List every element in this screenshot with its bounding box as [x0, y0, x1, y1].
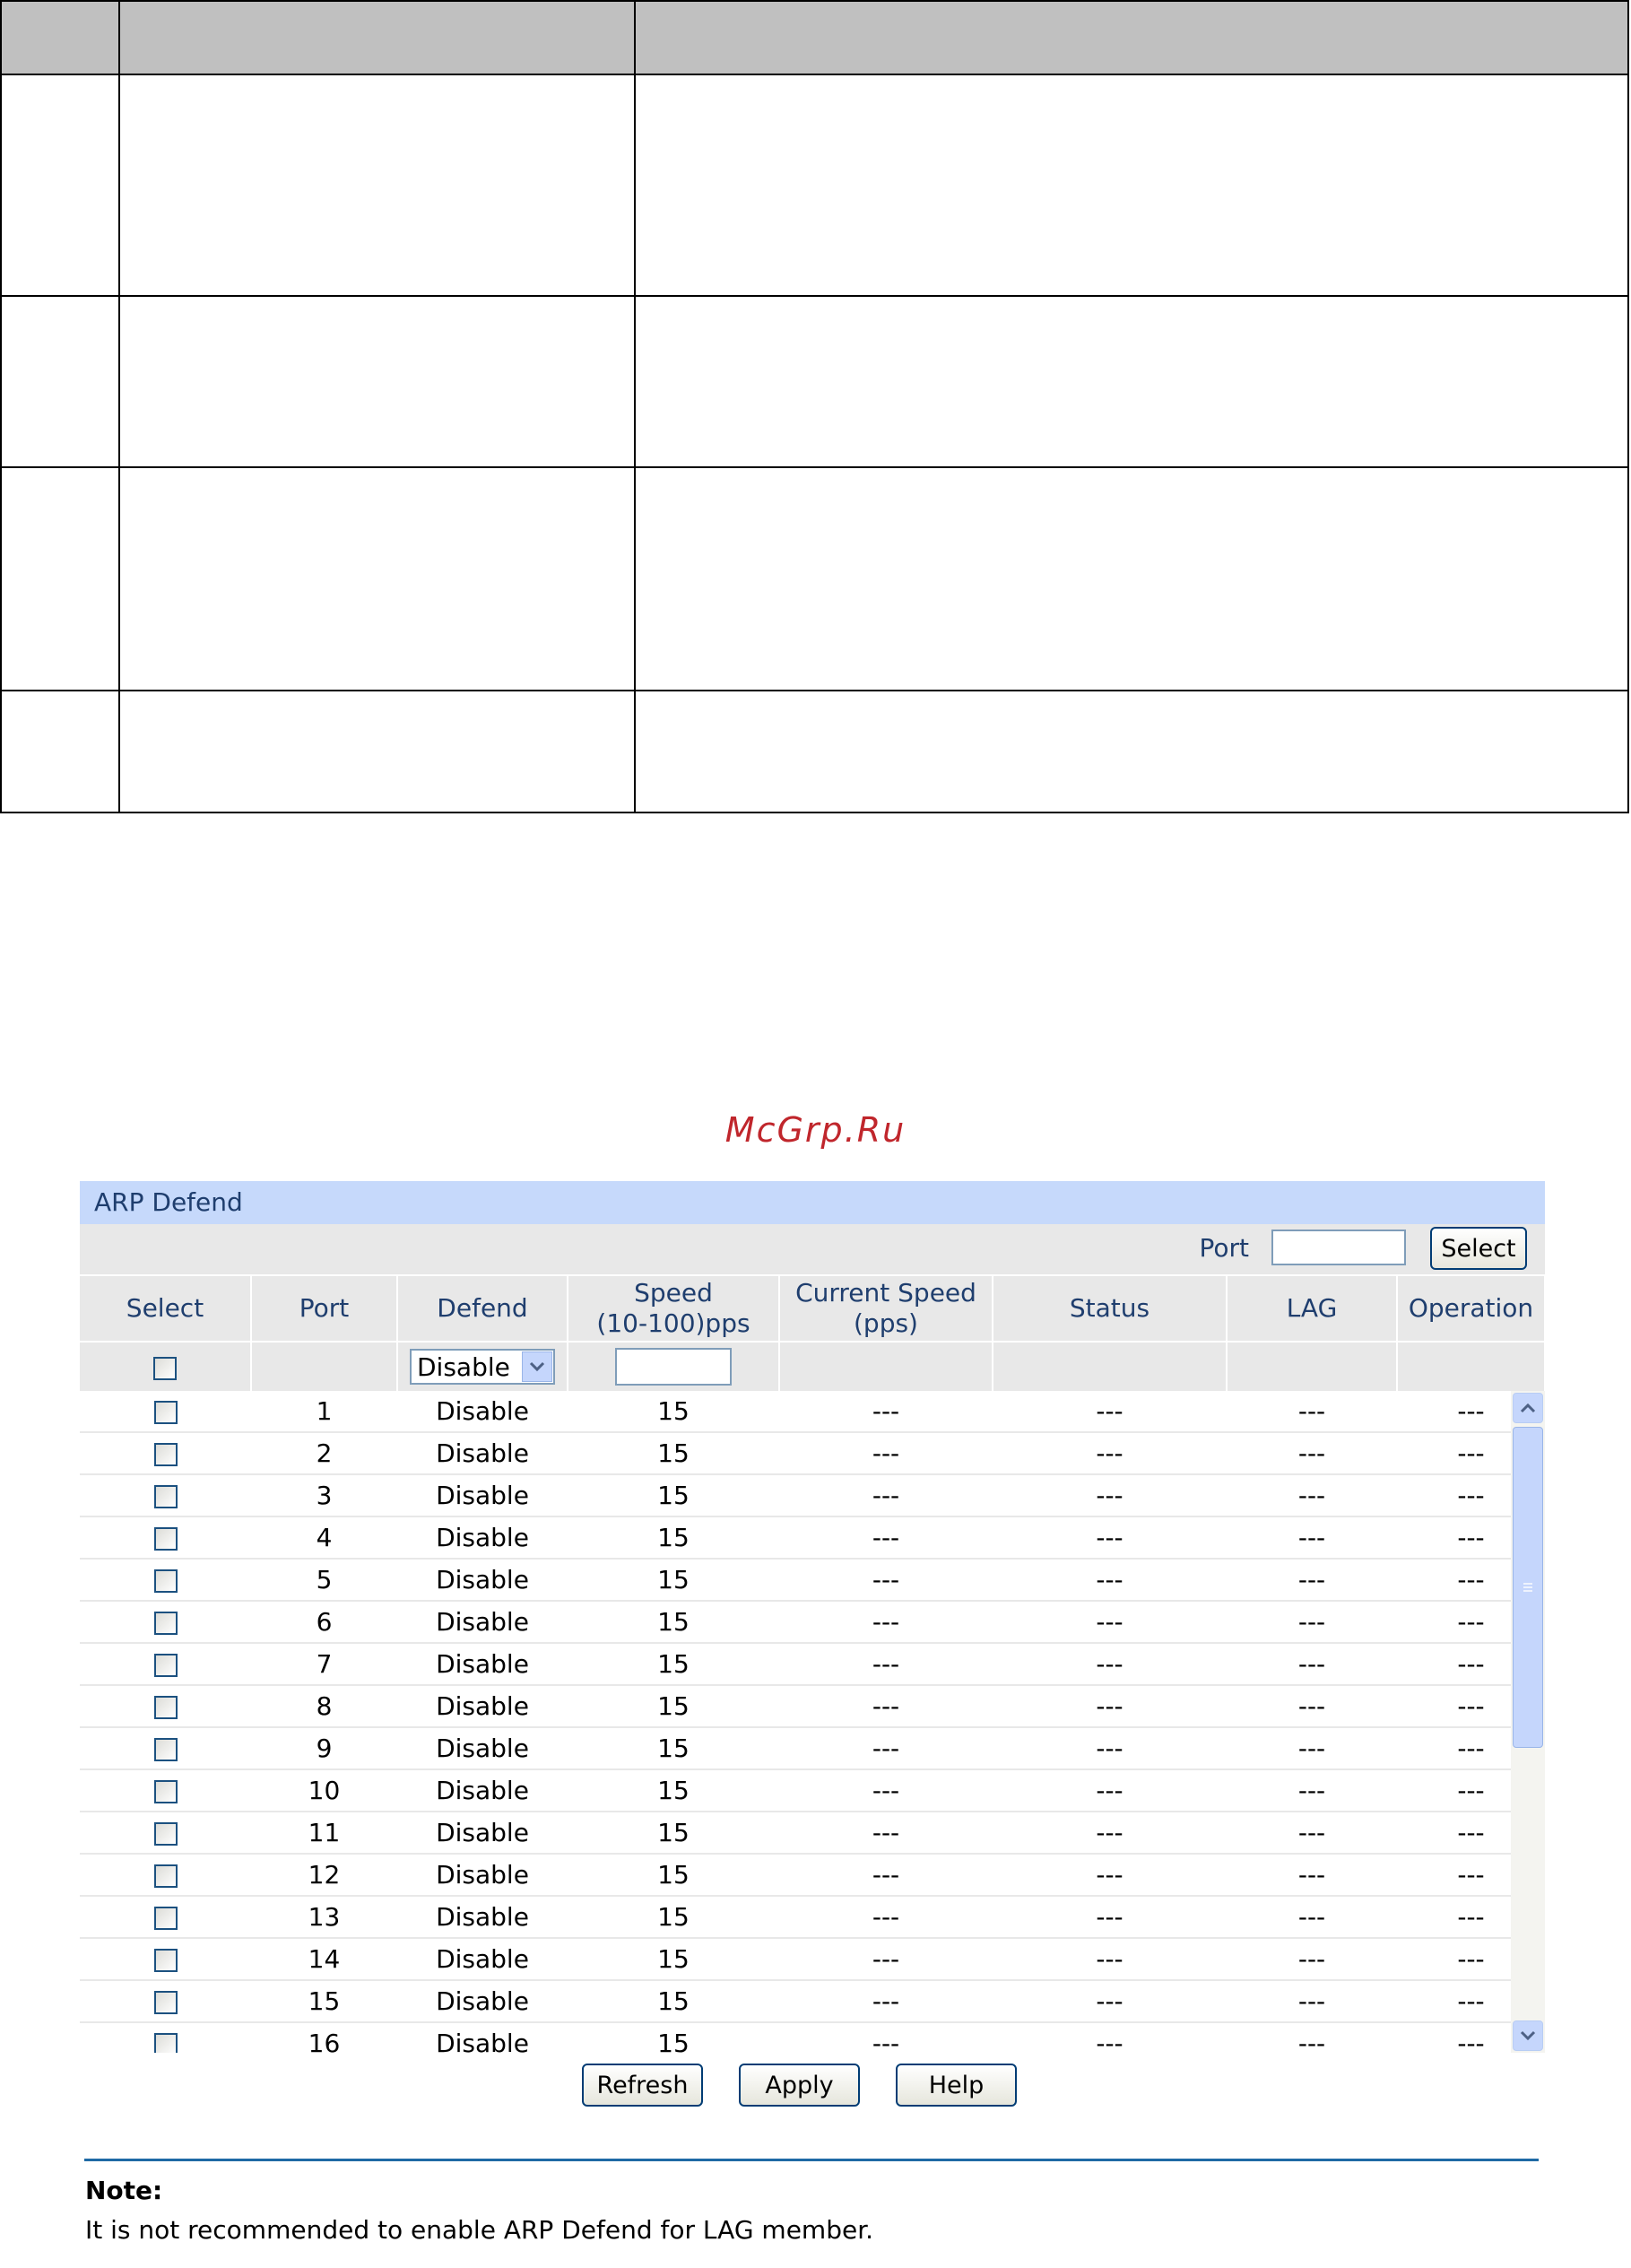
- row-status: ---: [993, 1769, 1227, 1812]
- row-select-checkbox[interactable]: [154, 1991, 178, 2014]
- row-port: 3: [251, 1474, 397, 1516]
- table-row: [80, 1769, 1545, 1812]
- row-speed: 15: [568, 2022, 779, 2053]
- panel-title: ARP Defend: [80, 1181, 1545, 1224]
- row-operation: ---: [1397, 1896, 1545, 1938]
- column-headers: [80, 1276, 1545, 1342]
- row-select-checkbox[interactable]: [154, 2033, 178, 2053]
- manual-parameter-table: [0, 0, 1629, 813]
- row-operation: ---: [1397, 1727, 1545, 1769]
- row-status: ---: [993, 1685, 1227, 1727]
- row-status: ---: [993, 1938, 1227, 1980]
- row-status: ---: [993, 1812, 1227, 1854]
- row-select-checkbox[interactable]: [154, 1822, 178, 1846]
- row-port: 14: [251, 1938, 397, 1980]
- row-current-speed: ---: [779, 1769, 993, 1812]
- arp-defend-panel: [80, 1181, 1545, 2121]
- row-status: ---: [993, 1474, 1227, 1516]
- table-row: [80, 1685, 1545, 1727]
- row-status: ---: [993, 2022, 1227, 2053]
- row-defend: Disable: [397, 1391, 568, 1432]
- row-speed: 15: [568, 1601, 779, 1643]
- row-port: 6: [251, 1601, 397, 1643]
- row-operation: ---: [1397, 1812, 1545, 1854]
- row-operation: ---: [1397, 1980, 1545, 2022]
- row-status: ---: [993, 1896, 1227, 1938]
- row-lag: ---: [1227, 1896, 1397, 1938]
- arp-defend-table-header: [80, 1276, 1546, 1391]
- row-lag: ---: [1227, 2022, 1397, 2053]
- row-select-checkbox[interactable]: [154, 1401, 178, 1424]
- row-status: ---: [993, 1727, 1227, 1769]
- row-defend: Disable: [397, 1727, 568, 1769]
- note-title: Note:: [85, 2176, 163, 2205]
- row-port: 2: [251, 1432, 397, 1474]
- scrollbar-thumb[interactable]: [1513, 1427, 1543, 1748]
- row-speed: 15: [568, 1727, 779, 1769]
- row-operation: ---: [1397, 2022, 1545, 2053]
- row-current-speed: ---: [779, 1643, 993, 1685]
- table-row: [80, 1727, 1545, 1769]
- row-port: 11: [251, 1812, 397, 1854]
- row-port: 15: [251, 1980, 397, 2022]
- row-current-speed: ---: [779, 1980, 993, 2022]
- row-defend: Disable: [397, 2022, 568, 2053]
- row-operation: ---: [1397, 1432, 1545, 1474]
- row-defend: Disable: [397, 1769, 568, 1812]
- row-select-checkbox[interactable]: [154, 1612, 178, 1635]
- row-operation: ---: [1397, 1643, 1545, 1685]
- row-select-checkbox[interactable]: [154, 1949, 178, 1972]
- table-row: [80, 1601, 1545, 1643]
- row-current-speed: ---: [779, 1432, 993, 1474]
- row-status: ---: [993, 1980, 1227, 2022]
- row-current-speed: ---: [779, 2022, 993, 2053]
- manual-table-row: [1, 691, 1628, 812]
- row-status: ---: [993, 1516, 1227, 1559]
- row-lag: ---: [1227, 1769, 1397, 1812]
- note-divider: [84, 2159, 1539, 2161]
- note-text: It is not recommended to enable ARP Defend for LAG member.: [85, 2215, 874, 2245]
- row-current-speed: ---: [779, 1812, 993, 1854]
- row-defend: Disable: [397, 1601, 568, 1643]
- row-current-speed: ---: [779, 1474, 993, 1516]
- row-select-checkbox[interactable]: [154, 1696, 178, 1719]
- row-speed: 15: [568, 1559, 779, 1601]
- row-status: ---: [993, 1432, 1227, 1474]
- row-status: ---: [993, 1391, 1227, 1432]
- table-row: [80, 1643, 1545, 1685]
- row-lag: ---: [1227, 1474, 1397, 1516]
- chevron-up-icon[interactable]: [1513, 1393, 1543, 1423]
- col-port: Port: [251, 1276, 397, 1342]
- col-defend: Defend: [397, 1276, 568, 1342]
- row-port: 12: [251, 1854, 397, 1896]
- table-row: [80, 1854, 1545, 1896]
- row-defend: Disable: [397, 1474, 568, 1516]
- grip-icon: [1522, 1581, 1534, 1594]
- manual-table-row: [1, 296, 1628, 467]
- row-port: 5: [251, 1559, 397, 1601]
- row-speed: 15: [568, 1854, 779, 1896]
- row-lag: ---: [1227, 1980, 1397, 2022]
- manual-table-row: [1, 467, 1628, 691]
- row-speed: 15: [568, 1432, 779, 1474]
- row-current-speed: ---: [779, 1854, 993, 1896]
- row-defend: Disable: [397, 1685, 568, 1727]
- row-port: 8: [251, 1685, 397, 1727]
- speed-input[interactable]: [615, 1348, 732, 1386]
- row-current-speed: ---: [779, 1896, 993, 1938]
- row-select-checkbox[interactable]: [154, 1864, 178, 1888]
- action-buttons: [80, 2053, 1545, 2121]
- row-defend: Disable: [397, 1896, 568, 1938]
- col-current-speed: Current Speed (pps): [779, 1276, 993, 1342]
- manual-table-header: [1, 1, 1628, 74]
- row-lag: ---: [1227, 1854, 1397, 1896]
- row-operation: ---: [1397, 1685, 1545, 1727]
- table-row: [80, 1516, 1545, 1559]
- row-defend: Disable: [397, 1432, 568, 1474]
- row-port: 9: [251, 1727, 397, 1769]
- row-port: 13: [251, 1896, 397, 1938]
- table-row: [80, 1559, 1545, 1601]
- row-lag: ---: [1227, 1727, 1397, 1769]
- refresh-button[interactable]: Refresh: [582, 2064, 703, 2107]
- row-select-checkbox[interactable]: [154, 1569, 178, 1593]
- row-port: 10: [251, 1769, 397, 1812]
- row-speed: 15: [568, 1643, 779, 1685]
- row-select-checkbox[interactable]: [154, 1907, 178, 1930]
- row-operation: ---: [1397, 1854, 1545, 1896]
- row-defend: Disable: [397, 1559, 568, 1601]
- row-speed: 15: [568, 1516, 779, 1559]
- row-operation: ---: [1397, 1938, 1545, 1980]
- help-button[interactable]: Help: [896, 2064, 1017, 2107]
- row-lag: ---: [1227, 1643, 1397, 1685]
- row-defend: Disable: [397, 1643, 568, 1685]
- row-operation: ---: [1397, 1391, 1545, 1432]
- row-select-checkbox[interactable]: [154, 1738, 178, 1761]
- chevron-down-icon: [522, 1351, 552, 1382]
- row-defend: Disable: [397, 1854, 568, 1896]
- row-port: 4: [251, 1516, 397, 1559]
- row-speed: 15: [568, 1896, 779, 1938]
- row-speed: 15: [568, 1685, 779, 1727]
- watermark: McGrp.Ru: [724, 1110, 907, 1150]
- row-current-speed: ---: [779, 1727, 993, 1769]
- col-speed: Speed (10-100)pps: [568, 1276, 779, 1342]
- row-operation: ---: [1397, 1474, 1545, 1516]
- row-defend: Disable: [397, 1980, 568, 2022]
- row-status: ---: [993, 1643, 1227, 1685]
- row-speed: 15: [568, 1474, 779, 1516]
- row-port: 16: [251, 2022, 397, 2053]
- manual-table-row: [1, 74, 1628, 296]
- row-operation: ---: [1397, 1559, 1545, 1601]
- row-current-speed: ---: [779, 1938, 993, 1980]
- row-lag: ---: [1227, 1559, 1397, 1601]
- row-speed: 15: [568, 1769, 779, 1812]
- row-select-checkbox[interactable]: [154, 1527, 178, 1551]
- table-row: [80, 1938, 1545, 1980]
- row-lag: ---: [1227, 1812, 1397, 1854]
- row-lag: ---: [1227, 1685, 1397, 1727]
- row-status: ---: [993, 1854, 1227, 1896]
- row-defend: Disable: [397, 1812, 568, 1854]
- row-lag: ---: [1227, 1601, 1397, 1643]
- row-status: ---: [993, 1559, 1227, 1601]
- apply-button[interactable]: Apply: [739, 2064, 860, 2107]
- chevron-down-icon[interactable]: [1513, 2020, 1543, 2051]
- row-speed: 15: [568, 1980, 779, 2022]
- defend-select-value: Disable: [417, 1351, 510, 1382]
- col-select: Select: [80, 1276, 251, 1342]
- row-operation: ---: [1397, 1601, 1545, 1643]
- row-speed: 15: [568, 1391, 779, 1432]
- row-current-speed: ---: [779, 1685, 993, 1727]
- table-row: [80, 1474, 1545, 1516]
- row-current-speed: ---: [779, 1516, 993, 1559]
- row-status: ---: [993, 1601, 1227, 1643]
- table-row: [80, 1812, 1545, 1854]
- table-row: [80, 1432, 1545, 1474]
- row-speed: 15: [568, 1812, 779, 1854]
- vertical-scrollbar[interactable]: [1511, 1391, 1545, 2053]
- table-row: [80, 1896, 1545, 1938]
- port-list[interactable]: [80, 1391, 1545, 2053]
- defend-select[interactable]: [410, 1349, 555, 1385]
- row-defend: Disable: [397, 1938, 568, 1980]
- col-status: Status: [993, 1276, 1227, 1342]
- col-lag: LAG: [1227, 1276, 1397, 1342]
- row-operation: ---: [1397, 1516, 1545, 1559]
- port-search-label: Port: [1199, 1233, 1249, 1263]
- row-current-speed: ---: [779, 1391, 993, 1432]
- row-select-checkbox[interactable]: [154, 1443, 178, 1466]
- table-row: [80, 1391, 1545, 1432]
- row-current-speed: ---: [779, 1559, 993, 1601]
- row-operation: ---: [1397, 1769, 1545, 1812]
- select-button[interactable]: Select: [1430, 1227, 1527, 1270]
- row-select-checkbox[interactable]: [154, 1485, 178, 1508]
- row-select-checkbox[interactable]: [154, 1780, 178, 1803]
- select-all-checkbox[interactable]: [153, 1357, 177, 1380]
- row-speed: 15: [568, 1938, 779, 1980]
- table-row: [80, 1980, 1545, 2022]
- table-row: [80, 2022, 1545, 2053]
- row-port: 1: [251, 1391, 397, 1432]
- row-select-checkbox[interactable]: [154, 1654, 178, 1677]
- row-lag: ---: [1227, 1391, 1397, 1432]
- port-rows-table: [80, 1391, 1545, 2053]
- row-port: 7: [251, 1643, 397, 1685]
- row-current-speed: ---: [779, 1601, 993, 1643]
- row-defend: Disable: [397, 1516, 568, 1559]
- col-operation: Operation: [1397, 1276, 1545, 1342]
- port-search-input[interactable]: [1271, 1230, 1406, 1265]
- row-lag: ---: [1227, 1516, 1397, 1559]
- row-lag: ---: [1227, 1432, 1397, 1474]
- row-lag: ---: [1227, 1938, 1397, 1980]
- port-search-bar: [80, 1224, 1545, 1276]
- batch-config-row: [80, 1342, 1545, 1391]
